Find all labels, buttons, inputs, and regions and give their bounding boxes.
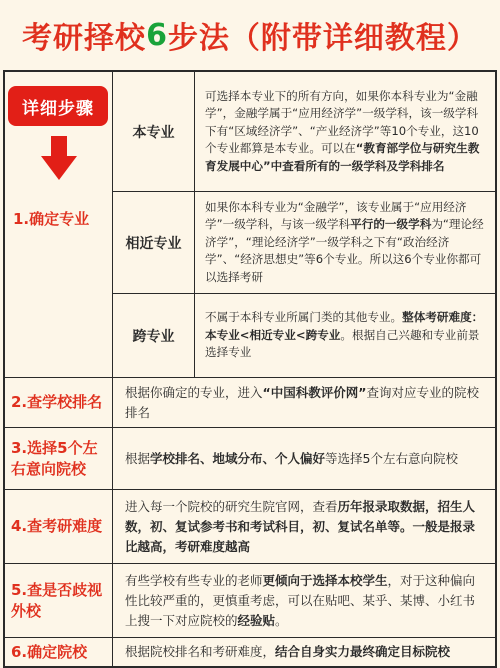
step-body [113,564,495,637]
steps-table [3,70,497,668]
step-row [5,378,495,428]
text-segment: 根据 [125,450,151,466]
step-body [113,378,495,427]
text-segment: 根据院校排名和考研难度， [125,644,276,659]
step-label: 5.查是否歧视外校 [5,564,113,637]
title-highlight: 6 [146,17,168,53]
text-segment: 有些学校有些专业的老师 [125,572,263,588]
step-body-text [125,383,487,423]
text-segment: 进入每一个院校的研究生院官网，查看 [125,498,338,514]
step-body-text [125,449,458,469]
step-body-text [125,497,487,557]
text-segment: ，对于这种偏向性比较严重的，更慎重考虑，可以在贴吧、某乎、某博、小红书上搜一下对应院校的 [125,572,476,628]
bold-text-segment: 更倾向于选择本校学生 [262,572,388,588]
subrow-body-text [205,309,489,361]
step-row [5,490,495,564]
text-segment: 不属于本科专业所属门类的其他专业。 [205,310,403,325]
subrow-head: 相近专业 [113,192,195,293]
subrow-head: 本专业 [113,72,195,191]
subrow-head: 跨专业 [113,294,195,377]
step-label: 4.查考研难度 [5,490,113,563]
bold-text-segment: 经验贴 [237,612,276,628]
subrow-related-major [113,192,495,294]
step-row [5,564,495,638]
step-body-text [125,642,450,662]
step-label: 3.选择5个左右意向院校 [5,428,113,489]
title-part2: 步法（附带详细教程） [167,21,478,56]
subrow-body [195,294,495,377]
text-segment: 。根据自己兴趣和专业前景选择专业 [205,327,480,360]
text-segment: 。 [275,612,288,628]
page-title [0,0,500,70]
step1-label: 1.确定专业 [13,210,90,228]
bold-text-segment: 历年报录取数据，招生人数，初、复试参考书和考试科目，初、复试名单等。一般是报录比越高，考研难度越高 [125,498,476,554]
subrow-body-text [205,199,489,286]
title-part1: 考研择校 [22,21,147,56]
detail-steps-badge: 详细步骤 [8,86,108,126]
bold-text-segment: 学校排名、地域分布、个人偏好 [150,450,326,466]
step-label: 6.确定院校 [5,638,113,666]
bold-text-segment: 整体考研难度：本专业<相近专业<跨专业 [205,310,484,342]
subrow-body [195,72,495,191]
bold-text-segment: 结合自身实力最终确定目标院校 [275,644,451,659]
text-segment: 可选择本专业下的所有方向，如果你本科专业为“金融学”，金融学属于“应用经济学”一级学科，该一级学科下有“区域经济学”、“产业经济学”等10个专业，这10个专业都算是本专业。可以在 [205,88,479,156]
text-segment: 为“理论经济学”，“理论经济学”一级学科之下有“政治经济学”、“经济思想史”等6个专业。所以这6个专业你都可以选择考研 [205,217,484,284]
text-segment: 根据你确定的专业，进入 [125,384,263,400]
step-label: 2.查学校排名 [5,378,113,427]
step1-left-cell [5,72,113,378]
step-row [5,428,495,490]
step-body-text [125,571,487,631]
step-body [113,428,495,489]
subrow-same-major [113,72,495,192]
text-segment: 查询对应专业的院校排名 [125,384,479,420]
subrow-body [195,192,495,293]
step-body [113,638,495,666]
subrow-cross-major [113,294,495,378]
subrow-body-text [205,88,489,175]
step-row [5,638,495,666]
text-segment: 如果你本科专业为“金融学”，该专业属于“应用经济学”一级学科，与该一级学科 [205,199,467,232]
bold-text-segment: “教育部学位与研究生教育发展中心”中查看所有的一级学科及学科排名 [205,141,480,173]
step-body [113,490,495,563]
bold-text-segment: 平行的一级学科 [350,217,432,232]
down-arrow-icon [39,136,79,180]
text-segment: 等选择5个左右意向院校 [325,450,458,466]
bold-text-segment: “中国科教评价网” [262,384,367,400]
